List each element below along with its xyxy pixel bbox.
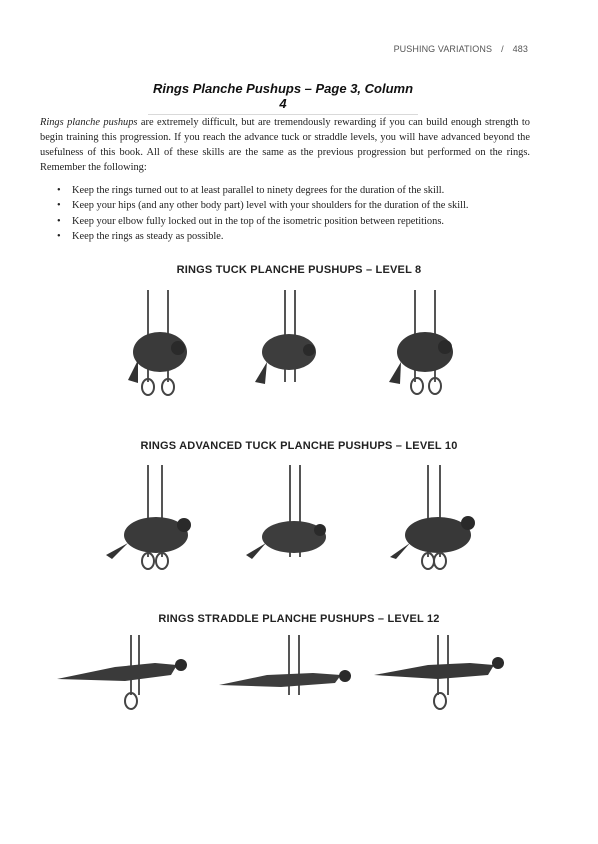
- tuck-figure-1: [118, 290, 208, 402]
- tuck-figure-2: [253, 290, 343, 402]
- tuck-figure-3: [383, 290, 473, 402]
- advanced-tuck-figure-2: [238, 465, 348, 577]
- straddle-figure-3: [372, 635, 520, 715]
- advanced-tuck-figure-1: [104, 465, 214, 577]
- tips-list: [57, 183, 527, 245]
- section-title: Rings Planche Pushups – Page 3, Column 4: [148, 81, 418, 115]
- list-item: • Keep your hips (and any other body part) level with your shoulders for the duration of the skill.: [57, 198, 527, 213]
- intro-text: are extremely difficult, but are tremendously rewarding if you can build enough strength to begin training this progression. If you reach the advance tuck or straddle levels, you will have advanced beyond the usefulness of this book. All of these skills are the same as the previous progression but performed on the rings. Remember the following:: [40, 117, 530, 173]
- level-8-heading: RINGS TUCK PLANCHE PUSHUPS – LEVEL 8: [176, 264, 422, 276]
- intro-paragraph: [40, 115, 530, 175]
- running-head-separator: /: [501, 44, 504, 54]
- level-10-heading: RINGS ADVANCED TUCK PLANCHE PUSHUPS – LEVEL 10: [140, 440, 458, 452]
- list-item: • Keep the rings turned out to at least parallel to ninety degrees for the duration of the skill.: [57, 183, 527, 198]
- intro-lead: Rings planche pushups: [40, 117, 138, 128]
- list-item: • Keep your elbow fully locked out in the top of the isometric position between repetitions.: [57, 214, 527, 229]
- straddle-figure-2: [217, 635, 357, 715]
- page-number: 483: [512, 44, 528, 54]
- straddle-figure-1: [55, 635, 205, 715]
- running-head-section: PUSHING VARIATIONS: [393, 44, 493, 54]
- running-head: [394, 44, 528, 54]
- list-item: • Keep the rings as steady as possible.: [57, 229, 527, 244]
- level-12-heading: RINGS STRADDLE PLANCHE PUSHUPS – LEVEL 12: [158, 613, 440, 625]
- advanced-tuck-figure-3: [388, 465, 498, 577]
